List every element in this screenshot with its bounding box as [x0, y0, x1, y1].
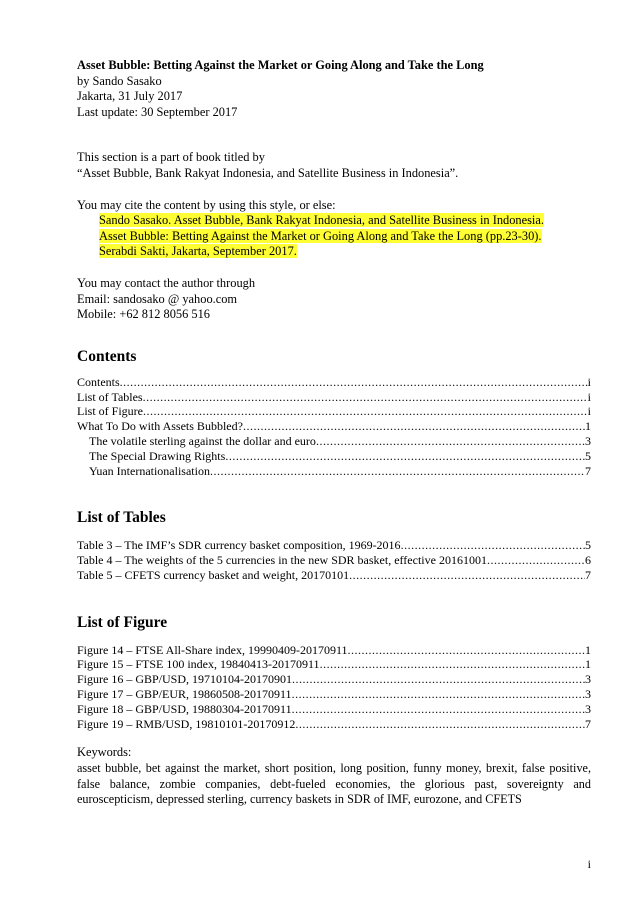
citation-line: Serabdi Sakti, Jakarta, September 2017. — [99, 244, 297, 259]
citation-line: Sando Sasako. Asset Bubble, Bank Rakyat Indonesia, and Satellite Business in Indonesia. — [99, 213, 544, 228]
figure-entry[interactable]: Figure 15 – FTSE 100 index, 19840413-20170911 ..... 1 — [77, 657, 591, 672]
toc-subentry[interactable]: The volatile sterling against the dollar and euro ..... 3 — [77, 434, 591, 449]
figures-heading: List of Figure — [77, 613, 168, 631]
document-title: Asset Bubble: Betting Against the Market or Going Along and Take the Long — [77, 58, 484, 72]
contents-heading: Contents — [77, 347, 137, 365]
table-entry[interactable]: Table 5 – CFETS currency basket and weight, 20170101 ..... 7 — [77, 568, 591, 583]
toc-entry[interactable]: Contents ..... i — [77, 375, 591, 390]
figure-entry[interactable]: Figure 19 – RMB/USD, 19810101-20170912 ..... 7 — [77, 717, 591, 732]
document-page — [77, 58, 591, 808]
toc-entry[interactable]: List of Tables ..... i — [77, 390, 591, 405]
citation-block — [77, 213, 591, 260]
toc-subentry[interactable]: The Special Drawing Rights ..... 5 — [77, 449, 591, 464]
place-date-line: Jakarta, 31 July 2017 — [77, 89, 183, 104]
contact-intro: You may contact the author through — [77, 275, 256, 290]
intro-line-2: “Asset Bubble, Bank Rakyat Indonesia, and Satellite Business in Indonesia”. — [77, 165, 459, 180]
toc-entry[interactable]: List of Figure ..... i — [77, 404, 591, 419]
figure-entry[interactable]: Figure 18 – GBP/USD, 19880304-20170911 ..... 3 — [77, 702, 591, 717]
table-entry[interactable]: Table 4 – The weights of the 5 currencies in the new SDR basket, effective 20161001 ..... 6 — [77, 553, 591, 568]
keywords-label: Keywords: — [77, 745, 132, 760]
page-number: i — [587, 857, 591, 871]
citation-intro: You may cite the content by using this style, or else: — [77, 197, 336, 212]
citation-line: Asset Bubble: Betting Against the Market or Going Along and Take the Long (pp.23-30). — [99, 228, 542, 243]
table-entry[interactable]: Table 3 – The IMF’s SDR currency basket composition, 1969-2016 ..... 5 — [77, 538, 591, 553]
contact-email: Email: sandosako @ yahoo.com — [77, 291, 238, 306]
intro-line-1: This section is a part of book titled by — [77, 150, 265, 165]
keywords-text: asset bubble, bet against the market, short position, long position, funny money, brexit, false positive, false balance, zombie companies, debt-fueled economies, the glorious past, sovereignty and euroscepticism, depressed sterling, currency baskets in SDR of IMF, eurozone, and CFETS — [77, 761, 591, 807]
figure-entry[interactable]: Figure 14 – FTSE All-Share index, 19990409-20170911 ..... 1 — [77, 643, 591, 658]
contents-list — [77, 375, 591, 479]
tables-list — [77, 538, 591, 582]
toc-subentry[interactable]: Yuan Internationalisation ..... 7 — [77, 464, 591, 479]
tables-heading: List of Tables — [77, 509, 166, 527]
contact-mobile: Mobile: +62 812 8056 516 — [77, 307, 210, 322]
figure-entry[interactable]: Figure 17 – GBP/EUR, 19860508-20170911 ..... 3 — [77, 687, 591, 702]
author-line: by Sando Sasako — [77, 73, 162, 88]
figures-list — [77, 643, 591, 732]
figure-entry[interactable]: Figure 16 – GBP/USD, 19710104-20170901 ..... 3 — [77, 672, 591, 687]
toc-entry[interactable]: What To Do with Assets Bubbled? ..... 1 — [77, 419, 591, 434]
last-update-line: Last update: 30 September 2017 — [77, 104, 238, 119]
